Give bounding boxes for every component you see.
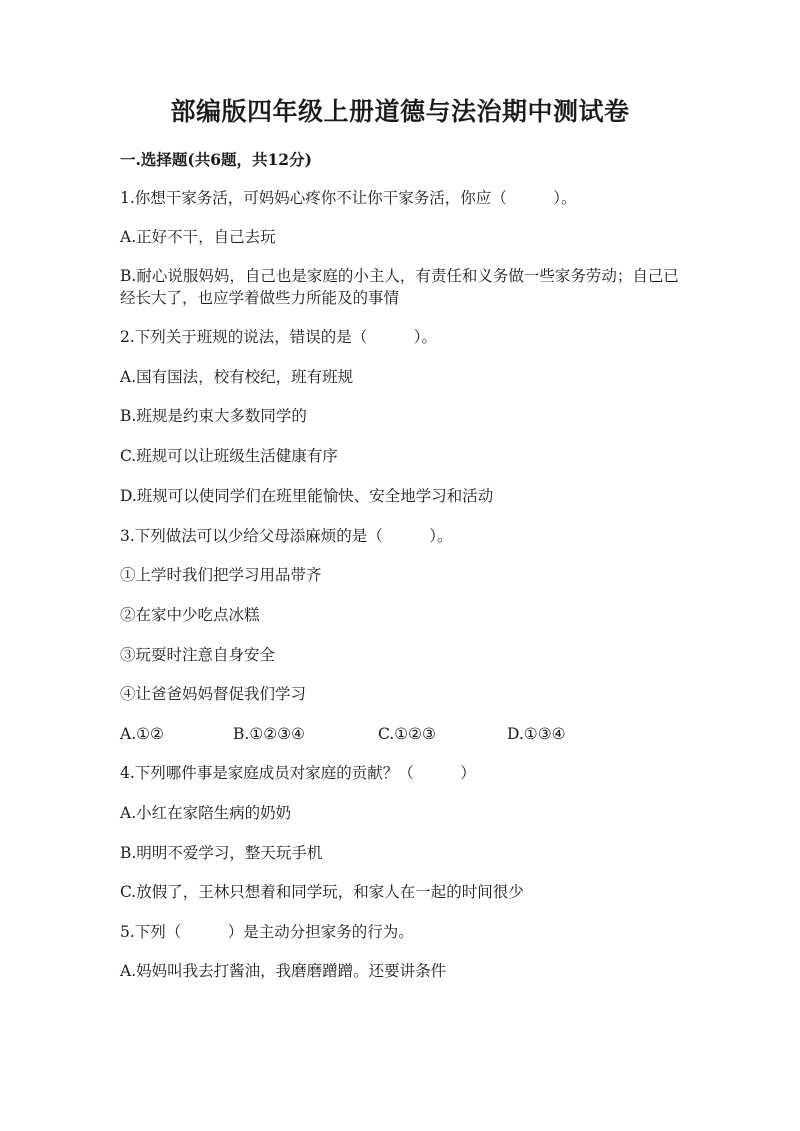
option-3c: C.①②③ — [378, 725, 436, 743]
option-1a: A.正好不干，自己去玩 — [120, 228, 276, 246]
section-header: 一.选择题(共6题，共12分) — [120, 150, 312, 169]
question-stem-1: 1.你想干家务活，可妈妈心疼你不让你干家务活，你应（ ）。 — [120, 189, 577, 207]
option-3a: A.①② — [120, 725, 164, 743]
question-stem-4: 4.下列哪件事是家庭成员对家庭的贡献？（ ） — [120, 764, 476, 782]
option-2a: A.国有国法，校有校纪，班有班规 — [120, 368, 354, 386]
option-4b: B.明明不爱学习，整天玩手机 — [120, 844, 323, 862]
question-stem-3: 3.下列做法可以少给父母添麻烦的是（ ）。 — [120, 527, 453, 545]
statement-3-1: ①上学时我们把学习用品带齐 — [120, 566, 322, 584]
page-title: 部编版四年级上册道德与法治期中测试卷 — [170, 97, 630, 126]
option-2b: B.班规是约束大多数同学的 — [120, 407, 307, 425]
statement-3-4: ④让爸爸妈妈督促我们学习 — [120, 685, 307, 703]
option-1b: B.耐心说服妈妈，自己也是家庭的小主人，有责任和义务做一些家务劳动；自己已经长大了，也应学着做些力所能及的事情 — [120, 267, 679, 307]
option-2c: C.班规可以让班级生活健康有序 — [120, 447, 338, 465]
question-stem-2: 2.下列关于班规的说法，错误的是（ ）。 — [120, 328, 438, 346]
option-4a: A.小红在家陪生病的奶奶 — [120, 804, 292, 822]
option-2d: D.班规可以使同学们在班里能愉快、安全地学习和活动 — [120, 487, 494, 505]
option-3b: B.①②③④ — [233, 725, 305, 743]
statement-3-2: ②在家中少吃点冰糕 — [120, 606, 260, 624]
question-stem-5: 5.下列（ ）是主动分担家务的行为。 — [120, 923, 414, 941]
option-3d: D.①③④ — [507, 725, 566, 743]
option-5a: A.妈妈叫我去打酱油，我磨磨蹭蹭。还要讲条件 — [120, 962, 447, 980]
option-4c: C.放假了，王林只想着和同学玩，和家人在一起的时间很少 — [120, 883, 524, 901]
statement-3-3: ③玩耍时注意自身安全 — [120, 646, 276, 664]
